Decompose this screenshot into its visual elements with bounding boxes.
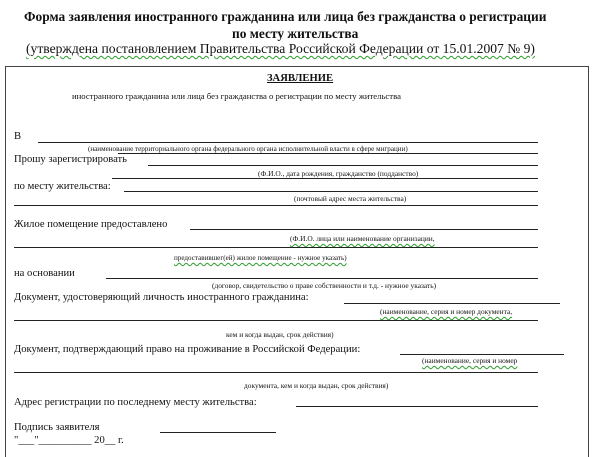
register-hint: (Ф.И.О., дата рождения, гражданство (подданство) — [258, 169, 419, 178]
housing-field-line[interactable] — [190, 229, 538, 230]
page-title-line2: по месту жительства — [232, 26, 359, 41]
id-doc-field-line-2[interactable] — [14, 320, 538, 321]
to-field-line[interactable] — [38, 142, 538, 143]
prev-address-field-line[interactable] — [296, 406, 538, 407]
register-label: Прошу зарегистрировать — [14, 154, 128, 165]
residence-doc-field-line-2[interactable] — [14, 372, 538, 373]
register-field-line-2[interactable] — [112, 178, 538, 179]
form-heading: ЗАЯВЛЕНИЕ — [266, 73, 334, 84]
residence-doc-hint: (наименование, серия и номер — [422, 356, 518, 365]
id-doc-label: Документ, удостоверяющий личность иностранного гражданина: — [14, 292, 309, 303]
id-doc-hint-2: кем и когда выдан, срок действия) — [226, 330, 334, 339]
form-subheading: иностранного гражданина или лица без гражданства о регистрации по месту жительства — [72, 91, 401, 101]
signature-label: Подпись заявителя — [14, 422, 100, 433]
housing-field-line-2[interactable] — [14, 247, 538, 248]
signature-field-line[interactable] — [160, 432, 276, 433]
residence-doc-hint-2: документа, кем и когда выдан, срок действия) — [244, 381, 389, 390]
register-field-line[interactable] — [148, 165, 538, 166]
page-subtitle — [26, 41, 535, 57]
address-field-line[interactable] — [124, 191, 538, 192]
housing-label: Жилое помещение предоставлено — [14, 219, 168, 230]
address-label: по месту жительства: — [14, 181, 111, 192]
residence-doc-label: Документ, подтверждающий право на проживание в Российской Федерации: — [14, 344, 361, 355]
basis-label: на основании — [14, 268, 75, 279]
date-line[interactable]: "___"__________ 20__ г. — [14, 435, 124, 446]
to-label: В — [14, 131, 22, 142]
to-field-line-2[interactable] — [118, 153, 538, 154]
housing-hint-2: предоставившег(ей) жилое помещение - нужное указать) — [174, 254, 347, 262]
address-field-line-2[interactable] — [14, 205, 538, 206]
housing-hint: (Ф.И.О. лица или наименование организации, — [290, 234, 435, 243]
address-hint: (почтовый адрес места жительства) — [294, 194, 407, 203]
residence-doc-field-line[interactable] — [400, 354, 564, 355]
basis-hint: (договор, свидетельство о праве собственности и т.д. - нужное указать) — [212, 281, 437, 290]
subtitle-text: (утверждена постановлением Правительства Российской Федерации от 15.01.2007 № 9) — [26, 41, 535, 56]
page-title: Форма заявления иностранного гражданина или лица без гражданства о регистрации — [24, 9, 547, 24]
prev-address-label: Адрес регистрации по последнему месту жительства: — [14, 397, 257, 408]
id-doc-field-line[interactable] — [344, 303, 560, 304]
to-hint: (наименование территориального органа федерального органа исполнительной власти в сфере миграции) — [88, 145, 408, 153]
id-doc-hint: (наименование, серия и номер документа, — [380, 307, 513, 316]
basis-field-line[interactable] — [106, 278, 538, 279]
